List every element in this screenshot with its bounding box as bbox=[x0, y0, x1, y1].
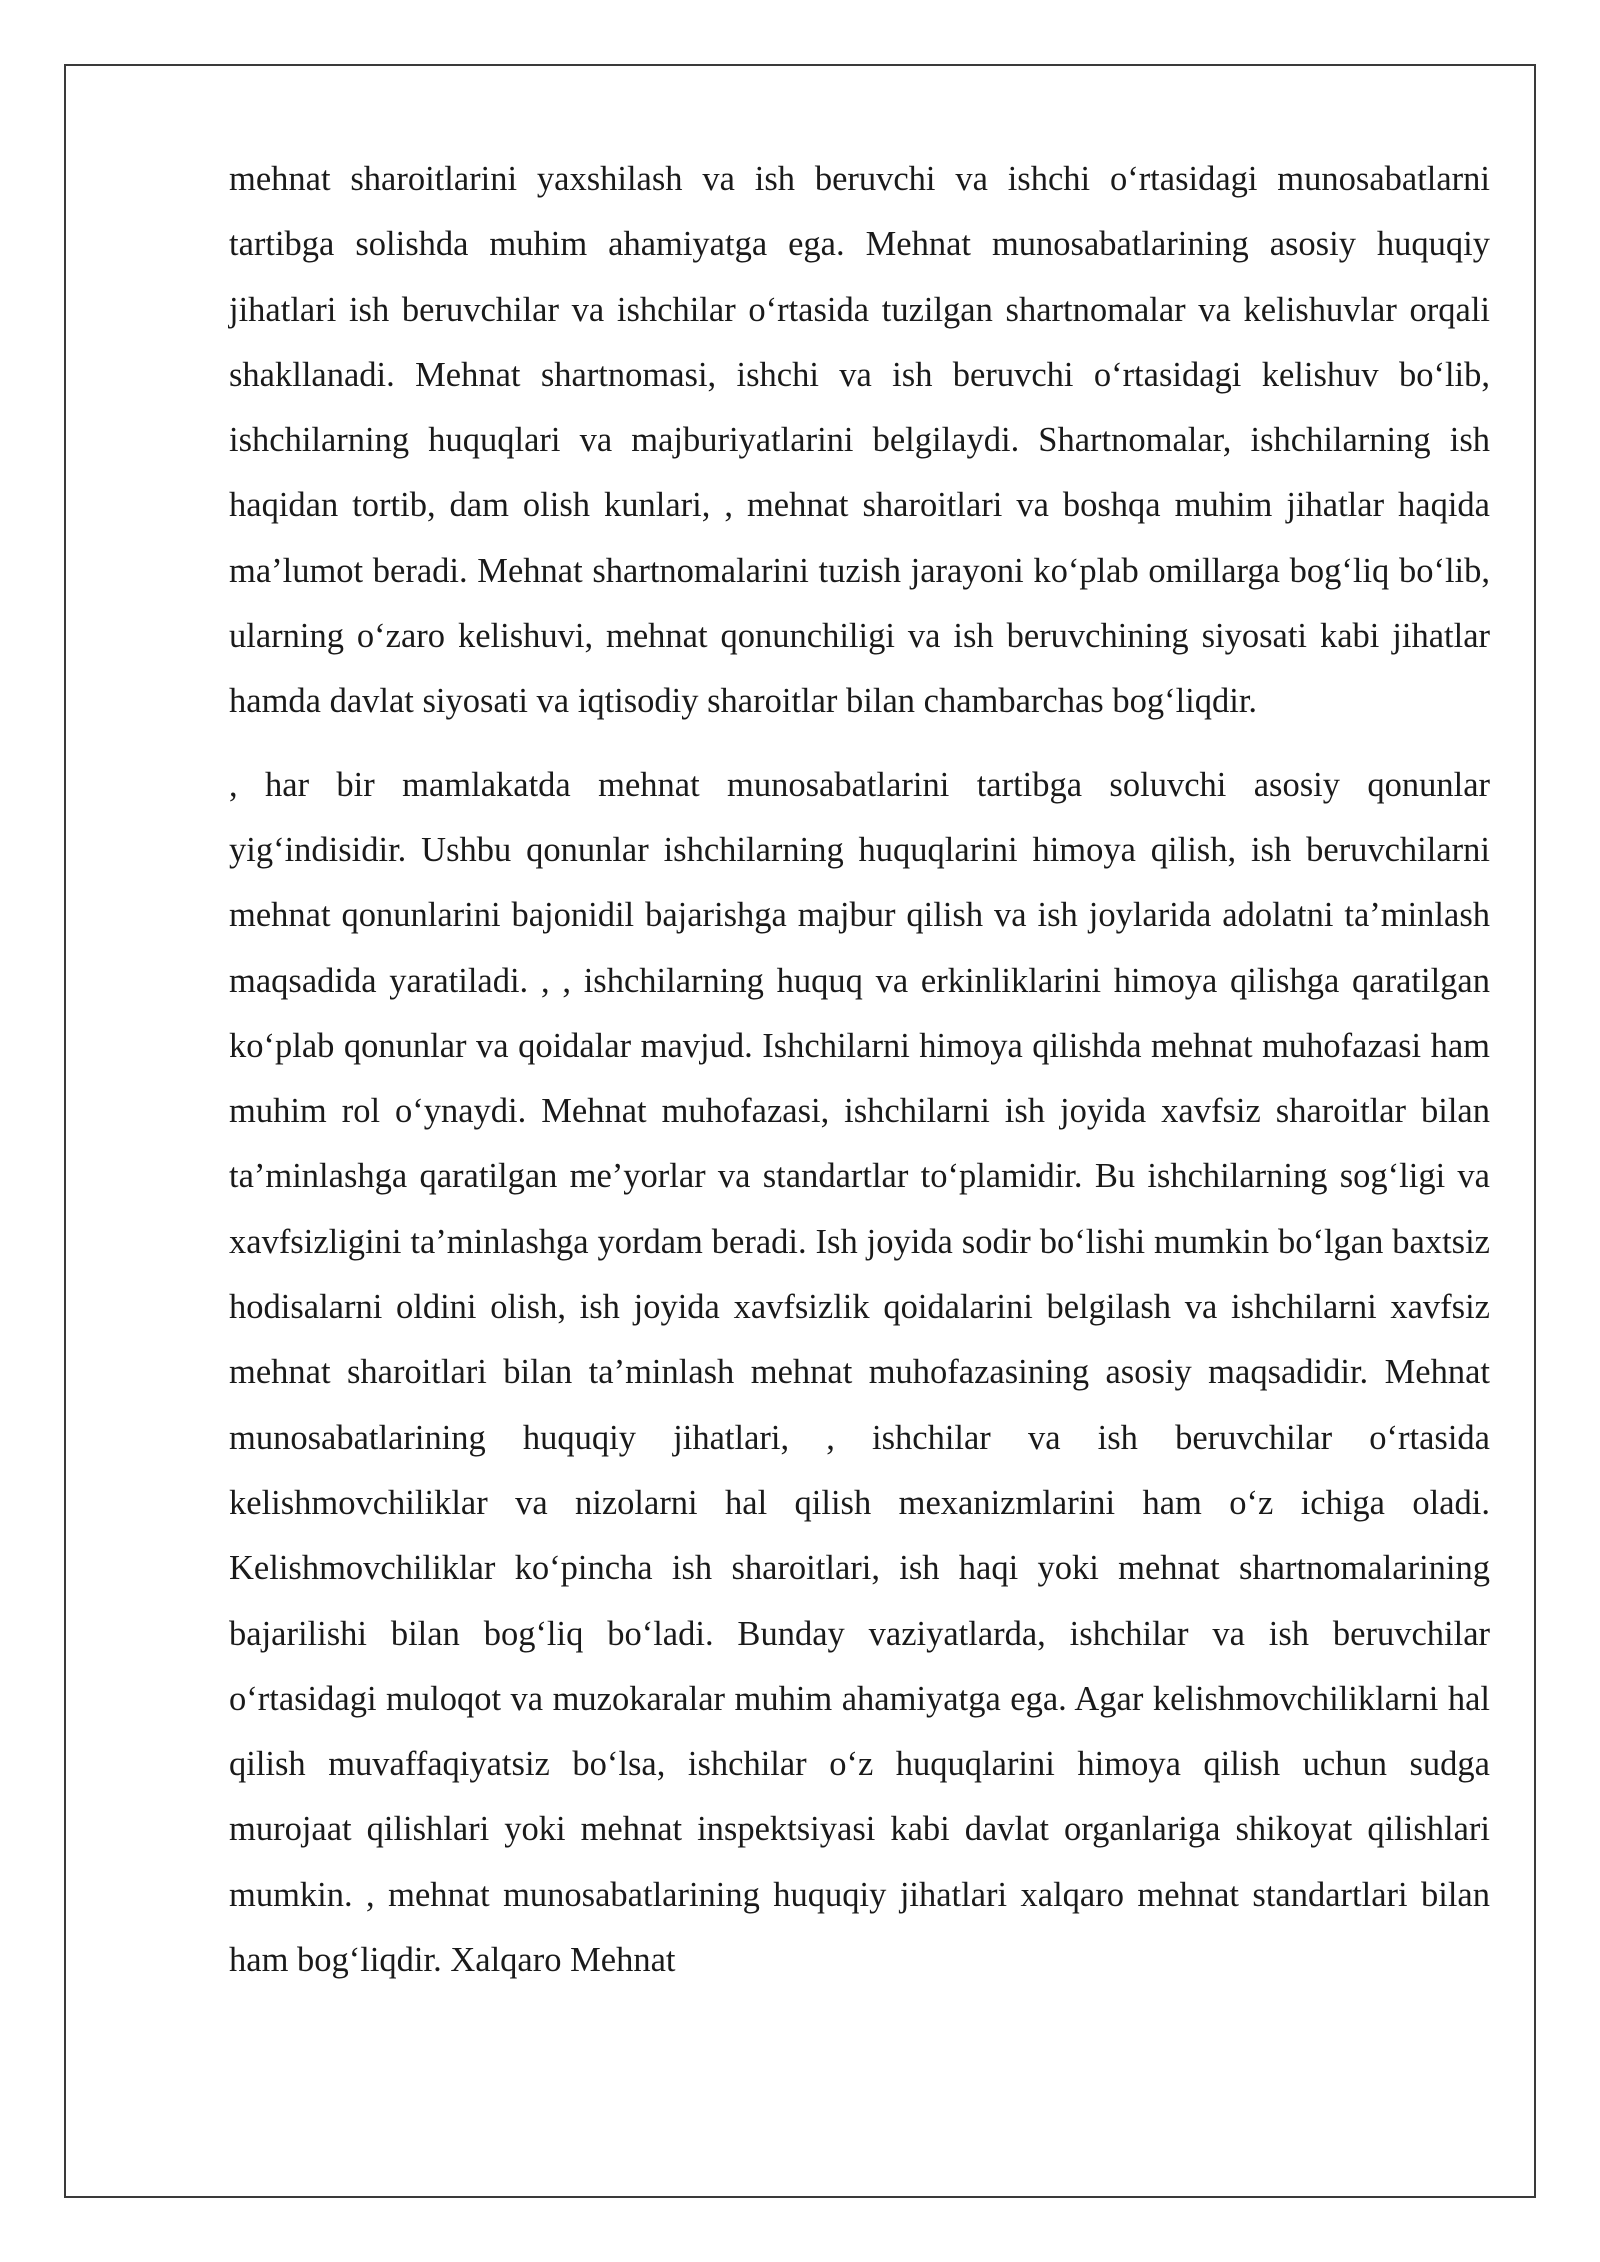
paragraph-2: , har bir mamlakatda mehnat munosabatlarini tartibga soluvchi asosiy qonunlar yig‘indisidir. Ushbu qonunlar ishchilarning huquqlarini himoya qilish, ish beruvchilarni mehnat qonunlarini bajonidil bajarishga majbur qilish va ish joylarida adolatni ta’minlash maqsadida yaratiladi. , , ishchilarning huquq va erkinliklarini himoya qilishga qaratilgan ko‘plab qonunlar va qoidalar mavjud. Ishchilarni himoya qilishda mehnat muhofazasi ham muhim rol o‘ynaydi. Mehnat muhofazasi, ishchilarni ish joyida xavfsiz sharoitlar bilan ta’minlashga qaratilgan me’yorlar va standartlar to‘plamidir. Bu ishchilarning sog‘ligi va xavfsizligini ta’minlashga yordam beradi. Ish joyida sodir bo‘lishi mumkin bo‘lgan baxtsiz hodisalarni oldini olish, ish joyida xavfsizlik qoidalarini belgilash va ishchilarni xavfsiz mehnat sharoitlari bilan ta’minlash mehnat muhofazasining asosiy maqsadidir. Mehnat munosabatlarining huquqiy jihatlari, , ishchilar va ish beruvchilar o‘rtasida kelishmovchiliklar va nizolarni hal qilish mexanizmlarini ham o‘z ichiga oladi. Kelishmovchiliklar ko‘pincha ish sharoitlari, ish haqi yoki mehnat shartnomalarining bajarilishi bilan bog‘liq bo‘ladi. Bunday vaziyatlarda, ishchilar va ish beruvchilar o‘rtasidagi muloqot va muzokaralar muhim ahamiyatga ega. Agar kelishmovchiliklarni hal qilish muvaffaqiyatsiz bo‘lsa, ishchilar o‘z huquqlarini himoya qilish uchun sudga murojaat qilishlari yoki mehnat inspektsiyasi kabi davlat organlariga shikoyat qilishlari mumkin. , mehnat munosabatlarining huquqiy jihatlari xalqaro mehnat standartlari bilan ham bog‘liqdir. Xalqaro Mehnat bbox=[229, 765, 1490, 1980]
paragraph-1: mehnat sharoitlarini yaxshilash va ish beruvchi va ishchi o‘rtasidagi munosabatlarni tartibga solishda muhim ahamiyatga ega. Mehnat munosabatlarining asosiy huquqiy jihatlari ish beruvchilar va ishchilar o‘rtasida tuzilgan shartnomalar va kelishuvlar orqali shakllanadi. Mehnat shartnomasi, ishchi va ish beruvchi o‘rtasidagi kelishuv bo‘lib, ishchilarning huquqlari va majburiyatlarini belgilaydi. Shartnomalar, ishchilarning ish haqidan tortib, dam olish kunlari, , mehnat sharoitlari va boshqa muhim jihatlar haqida ma’lumot beradi. Mehnat shartnomalarini tuzish jarayoni ko‘plab omillarga bog‘liq bo‘lib, ularning o‘zaro kelishuvi, mehnat qonunchiligi va ish beruvchining siyosati kabi jihatlar hamda davlat siyosati va iqtisodiy sharoitlar bilan chambarchas bog‘liqdir. bbox=[229, 160, 1490, 721]
document-body bbox=[229, 147, 1490, 1993]
